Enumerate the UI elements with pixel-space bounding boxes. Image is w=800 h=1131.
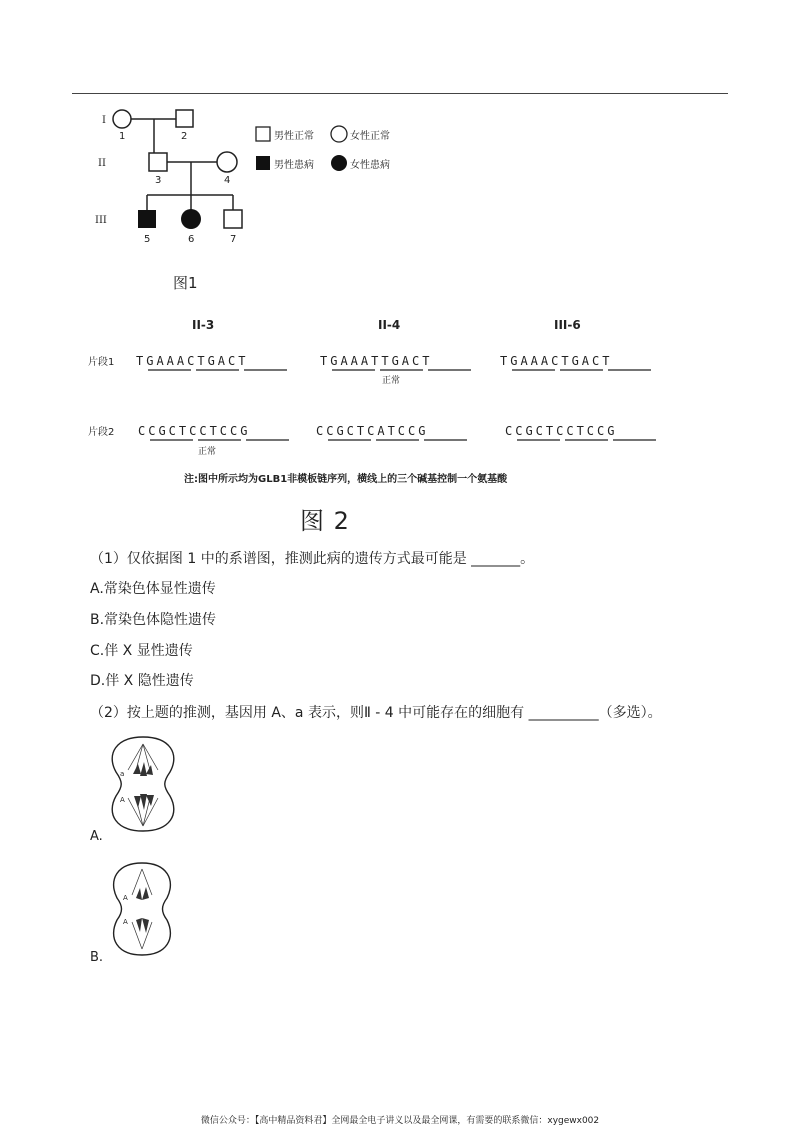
column-header-II-3: II-3 xyxy=(192,318,215,332)
individual-7 xyxy=(224,210,242,228)
legend-male-affected-icon xyxy=(256,156,270,170)
generation-label: I xyxy=(102,115,106,126)
individual-2 xyxy=(176,110,193,127)
individual-3 xyxy=(149,153,167,171)
question1-option-d[interactable]: D.伴 X 隐性遗传 xyxy=(90,673,194,689)
figure1-caption: 图1 xyxy=(173,274,198,290)
fragment2-seq-II-3: CCGCTCCTCCG xyxy=(138,424,251,438)
generation-label: III xyxy=(95,215,107,226)
individual-number: 1 xyxy=(119,131,126,142)
fragment2-note: 正常 xyxy=(198,447,217,457)
fragment2-label: 片段2 xyxy=(88,427,115,438)
sequence-figure xyxy=(80,312,680,492)
question2-option-a-letter[interactable]: A. xyxy=(90,829,103,844)
fragment1-seq-III-6: TGAAACTGACT xyxy=(500,354,613,368)
cell-b-upper-label: A xyxy=(123,894,128,902)
individual-number: 6 xyxy=(188,234,195,245)
fragment2-seq-III-6: CCGCTCCTCCG xyxy=(505,424,618,438)
individual-1 xyxy=(113,110,131,128)
question1-option-b[interactable]: B.常染色体隐性遗传 xyxy=(90,612,217,628)
legend-male-normal-icon xyxy=(256,127,270,141)
fragment1-seq-II-3: TGAAACTGACT xyxy=(136,354,249,368)
page-footer: 微信公众号：【高中精品资料君】全网最全电子讲义以及最全网课，有需要的联系微信：xygewx002 xyxy=(200,1116,600,1126)
top-divider xyxy=(72,93,728,94)
column-header-II-4: II-4 xyxy=(378,318,401,332)
cell-a-lower-label: A xyxy=(120,796,125,804)
pedigree-chart xyxy=(90,100,420,290)
question1-stem: （1）仅依据图 1 中的系谱图，推测此病的遗传方式最可能是 _______。 xyxy=(90,551,535,567)
sequence-footnote: 注:图中所示均为GLB1非模板链序列，横线上的三个碱基控制一个氨基酸 xyxy=(184,474,508,485)
individual-number: 4 xyxy=(224,175,231,186)
fragment1-seq-II-4: TGAAATTGACT xyxy=(320,354,433,368)
cell-diagram-a[interactable] xyxy=(100,734,186,834)
cell-a-upper-label: a xyxy=(120,770,125,778)
column-header-III-6: III-6 xyxy=(554,318,581,332)
legend-male-normal-label: 男性正常 xyxy=(274,131,314,142)
fragment1-note: 正常 xyxy=(382,376,401,386)
legend-female-normal-label: 女性正常 xyxy=(350,131,390,142)
individual-number: 3 xyxy=(155,175,162,186)
individual-number: 2 xyxy=(181,131,188,142)
individual-4 xyxy=(217,152,237,172)
legend-female-normal-icon xyxy=(331,126,347,142)
individual-number: 5 xyxy=(144,234,151,245)
generation-label: II xyxy=(98,158,106,169)
cell-b-lower-label: A xyxy=(123,918,128,926)
fragment1-label: 片段1 xyxy=(88,357,115,368)
question1-option-a[interactable]: A.常染色体显性遗传 xyxy=(90,581,216,597)
individual-number: 7 xyxy=(230,234,237,245)
figure2-caption: 图 2 xyxy=(300,507,350,535)
legend-female-affected-icon xyxy=(331,155,347,171)
individual-6 xyxy=(181,209,201,229)
fragment2-seq-II-4: CCGCTCATCCG xyxy=(316,424,429,438)
question2-stem: （2）按上题的推测，基因用 A、a 表示，则Ⅱ - 4 中可能存在的细胞有 __________（多选）。 xyxy=(90,705,662,721)
question1-option-c[interactable]: C.伴 X 显性遗传 xyxy=(90,643,193,659)
cell-diagram-b[interactable] xyxy=(102,860,182,958)
legend-female-affected-label: 女性患病 xyxy=(350,160,390,171)
question2-option-b-letter[interactable]: B. xyxy=(90,950,104,965)
legend-male-affected-label: 男性患病 xyxy=(274,160,314,171)
individual-5 xyxy=(138,210,156,228)
